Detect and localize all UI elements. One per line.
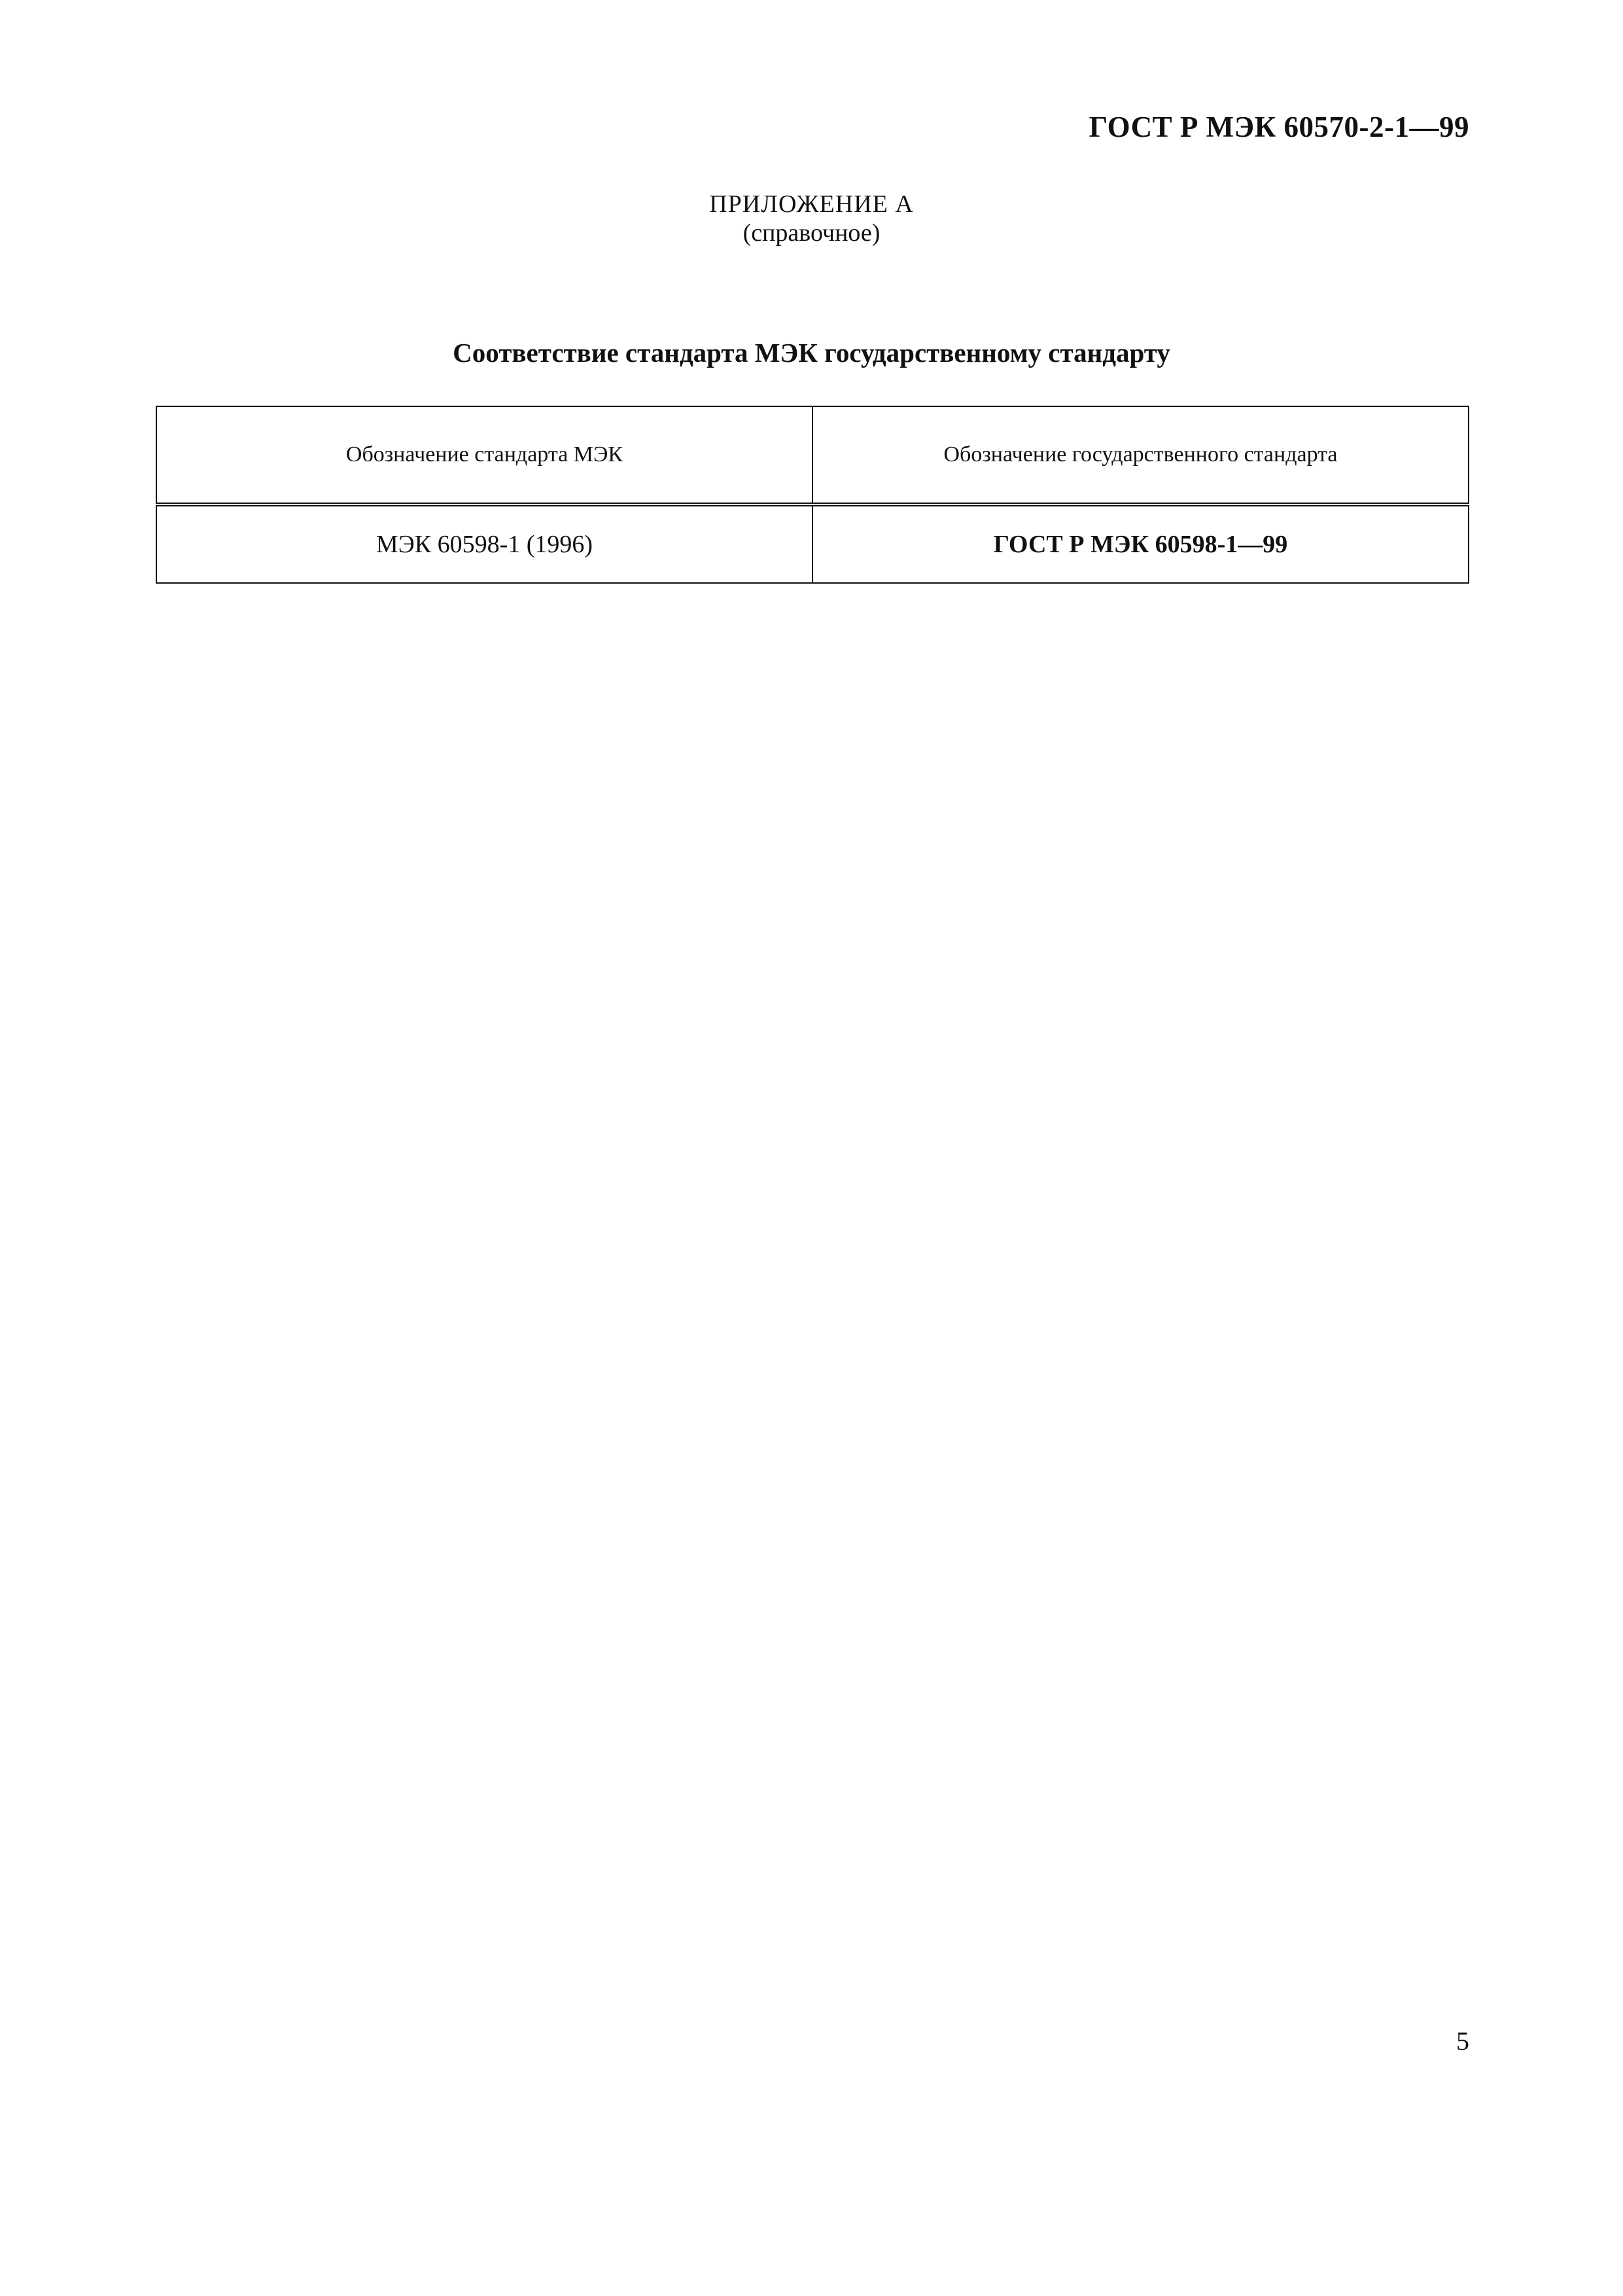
cell-state-standard: ГОСТ Р МЭК 60598-1—99 — [812, 504, 1469, 583]
annex-heading — [0, 190, 1623, 247]
correspondence-table — [156, 406, 1469, 584]
cell-iec-standard: МЭК 60598-1 (1996) — [156, 504, 812, 583]
document-code: ГОСТ Р МЭК 60570-2-1—99 — [1089, 111, 1469, 143]
column-header-iec-standard: Обозначение стандарта МЭК — [156, 406, 812, 504]
table-row — [156, 504, 1469, 583]
annex-title: ПРИЛОЖЕНИЕ А — [709, 190, 914, 218]
page-number: 5 — [1456, 2026, 1469, 2056]
column-header-state-standard: Обозначение государственного стандарта — [812, 406, 1469, 504]
table-title: Соответствие стандарта МЭК государственному стандарту — [453, 338, 1170, 368]
table-header-row — [156, 406, 1469, 504]
annex-subtitle: (справочное) — [742, 219, 881, 247]
